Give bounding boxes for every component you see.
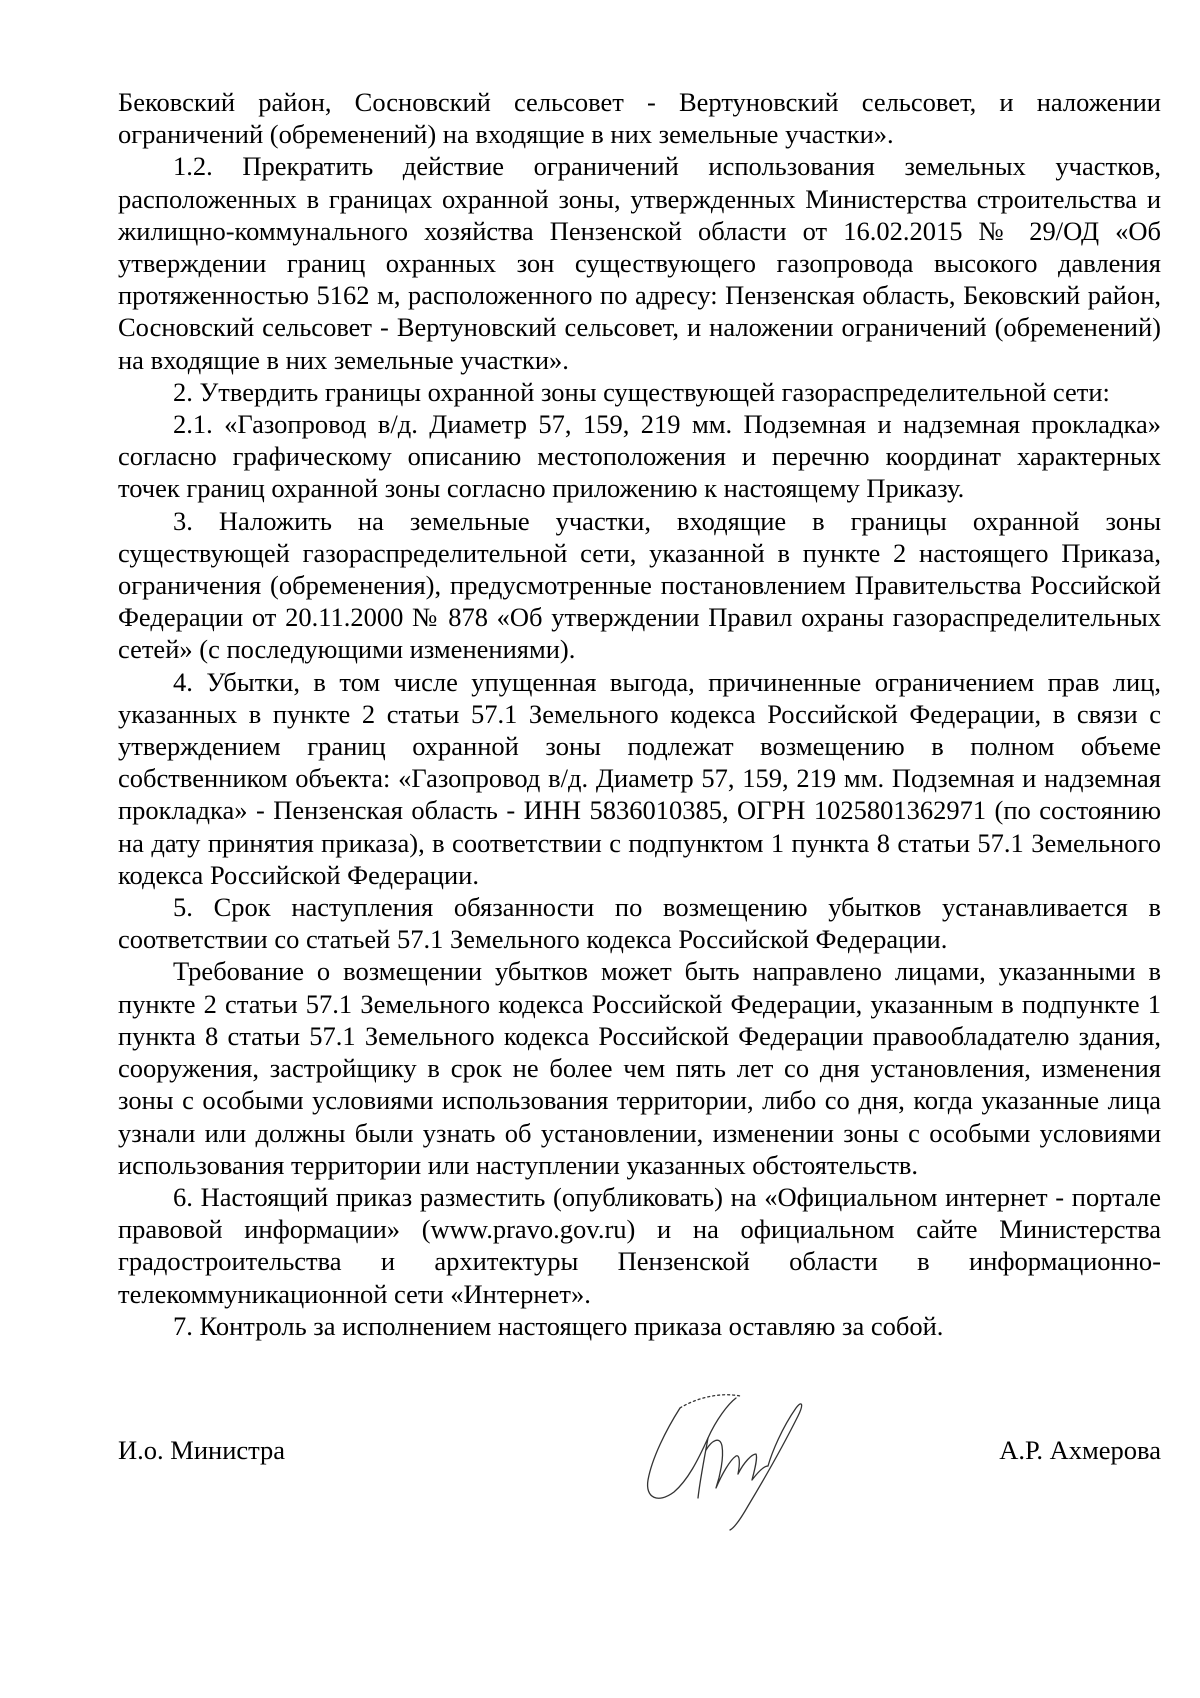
paragraph-2: 2. Утвердить границы охранной зоны существующей газораспределительной сети:	[173, 376, 1110, 407]
signatory-name: А.Р. Ахмерова	[999, 1435, 1161, 1465]
document-body	[118, 86, 1161, 1342]
paragraph-7: 7. Контроль за исполнением настоящего приказа оставляю за собой.	[173, 1310, 944, 1341]
paragraph-4: 4. Убытки, в том числе упущенная выгода, причиненные ограничением прав лиц, указанных в пункте 2 статьи 57.1 Земельного кодекса Российской Федерации, в связи с утверждением границ охранной зоны подлежат возмещению в полном объеме собственником объекта: «Газопровод в/д. Диаметр 57, 159, 219 мм. Подземная и надземная прокладка» - Пензенская область - ИНН 5836010385, ОГРН 1025801362971 (по состоянию на дату принятия приказа), в соответствии с подпунктом 1 пункта 8 статьи 57.1 Земельного кодекса Российской Федерации.	[118, 666, 1161, 890]
paragraph-1-2: 1.2. Прекратить действие ограничений использования земельных участков, расположенных в границах охранной зоны, утвержденных Министерства строительства и жилищно-коммунального хозяйства Пензенской области от 16.02.2015 № 29/ОД «Об утверждении границ охранных зон существующего газопровода высокого давления протяженностью 5162 м, расположенного по адресу: Пензенская область, Бековский район, Сосновский сельсовет - Вертуновский сельсовет, и наложении ограничений (обременений) на входящие в них земельные участки».	[118, 151, 1161, 375]
paragraph-2-1: 2.1. «Газопровод в/д. Диаметр 57, 159, 219 мм. Подземная и надземная прокладка» согласно графическому описанию местоположения и перечню координат характерных точек границ охранной зоны согласно приложению к настоящему Приказу.	[118, 409, 1161, 504]
paragraph-1-continuation: Бековский район, Сосновский сельсовет - Вертуновский сельсовет, и наложении ограничений (обременений) на входящие в них земельные участки».	[118, 87, 1161, 150]
handwritten-signature-icon	[636, 1380, 836, 1540]
signatory-title: И.о. Министра	[118, 1435, 286, 1465]
paragraph-5-claim: Требование о возмещении убытков может быть направлено лицами, указанными в пункте 2 статьи 57.1 Земельного кодекса Российской Федерации, указанным в подпункте 1 пункта 8 статьи 57.1 Земельного кодекса Российской Федерации правообладателю здания, сооружения, застройщику в срок не более чем пять лет со дня установления, изменения зоны с особыми условиями использования территории, либо со дня, когда указанные лица узнали или должны были узнать об установлении, изменении зоны с особыми условиями использования территории или наступлении указанных обстоятельств.	[118, 956, 1161, 1180]
paragraph-3: 3. Наложить на земельные участки, входящие в границы охранной зоны существующей газораспределительной сети, указанной в пункте 2 настоящего Приказа, ограничения (обременения), предусмотренные постановлением Правительства Российской Федерации от 20.11.2000 № 878 «Об утверждении Правил охраны газораспределительных сетей» (с последующими изменениями).	[118, 505, 1161, 665]
paragraph-6: 6. Настоящий приказ разместить (опубликовать) на «Официальном интернет - портале правовой информации» (www.pravo.gov.ru) и на официальном сайте Министерства градостроительства и архитектуры Пензенской области в информационно-телекоммуникационной сети «Интернет».	[118, 1181, 1161, 1309]
paragraph-5: 5. Срок наступления обязанности по возмещению убытков устанавливается в соответствии со статьей 57.1 Земельного кодекса Российской Федерации.	[118, 892, 1161, 955]
